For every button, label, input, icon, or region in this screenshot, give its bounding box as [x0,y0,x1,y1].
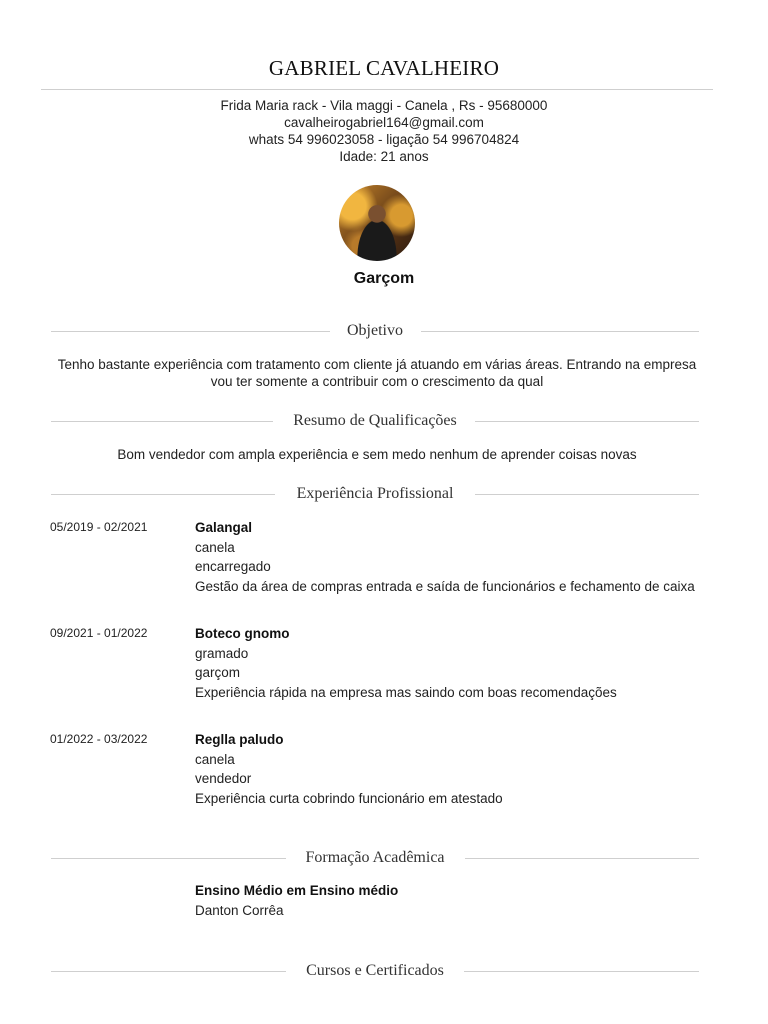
experience-city: gramado [195,645,249,661]
experience-city: canela [195,539,235,555]
section-line-right [475,421,699,422]
experience-body [195,624,720,702]
section-line-right [465,858,699,859]
experience-description: Experiência curta cobrindo funcionário em atestado [195,790,503,806]
objetivo-line-2: vou ter somente a contribuir com o crescimento da qual [210,374,544,389]
age-text: Idade: 21 anos [339,149,429,164]
education-school: Danton Corrêa [195,902,284,918]
experience-company: Boteco gnomo [195,626,290,641]
section-title: Objetivo [347,322,403,339]
section-line-right [421,331,699,332]
header-divider [41,89,713,90]
experience-period: 05/2019 - 02/2021 [50,520,148,534]
experience-body [195,518,720,596]
role-title: Garçom [353,270,415,287]
objetivo-line-1: Tenho bastante experiência com tratamento com cliente já atuando em várias áreas. Entrando na empresa [57,357,697,372]
experience-company: Galangal [195,520,253,535]
section-line-right [475,494,699,495]
section-title: Formação Acadêmica [305,849,445,866]
resumo-text: Bom vendedor com ampla experiência e sem medo nenhum de aprender coisas novas [117,447,637,462]
contact-info [0,97,768,165]
experience-body [195,730,720,808]
phone-text: whats 54 996023058 - ligação 54 996704824 [248,132,520,147]
section-title: Cursos e Certificados [306,962,444,979]
experience-period: 09/2021 - 01/2022 [50,626,148,640]
experience-description: Experiência rápida na empresa mas saindo com boas recomendações [195,684,617,700]
experience-position: garçom [195,665,241,680]
email-text: cavalheirogabriel164@gmail.com [284,115,484,130]
experience-company: Reglla paludo [195,732,284,747]
section-cursos [51,961,699,981]
experience-position: vendedor [195,771,252,786]
education-course: Ensino Médio em Ensino médio [195,883,399,898]
section-objetivo [51,321,699,341]
education-body [195,881,720,920]
experience-city: canela [195,751,235,767]
section-resumo [51,411,699,431]
experience-position: encarregado [195,559,271,574]
profile-photo [339,185,415,261]
section-title: Experiência Profissional [296,485,454,502]
section-experiencia [51,484,699,504]
section-formacao [51,848,699,868]
experience-period: 01/2022 - 03/2022 [50,732,148,746]
experience-description: Gestão da área de compras entrada e saída de funcionários e fechamento de caixa [195,578,695,594]
resume-name: GABRIEL CAVALHEIRO [268,56,500,80]
objetivo-text [52,356,702,390]
section-title: Resumo de Qualificações [293,412,457,429]
section-line-right [464,971,699,972]
address-text: Frida Maria rack - Vila maggi - Canela , Rs - 95680000 [220,98,548,113]
